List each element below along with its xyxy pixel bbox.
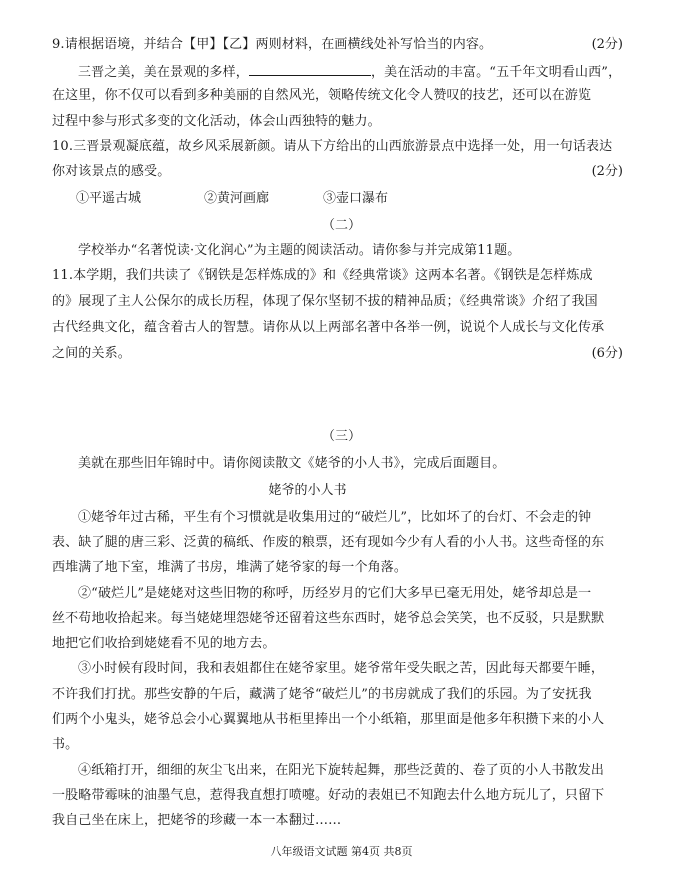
q9-answer-blank[interactable] [249,63,371,76]
section2-heading: （二） [321,218,361,233]
q9-line1 [78,63,624,81]
paragraph-4-line: 我自己坐在床上，把姥爷的珍藏一本一本翻过…… [52,813,342,828]
paragraph-3-line: 书。 [52,737,79,752]
q11-score: (6分) [591,346,623,361]
q11-line4: 之间的关系。 [52,346,131,361]
q9-score: (2分) [591,37,623,52]
page-footer: 八年级语文试题 第4页 共8页 [270,845,413,858]
q9-question: 9.请根据语境，并结合【甲】【乙】两则材料，在画横线处补写恰当的内容。 [52,37,493,52]
q10-option-1: ①平遥古城 [76,191,142,206]
paragraph-3-line: 不许我们打扰。那些安静的午后，藏满了姥爷“破烂儿”的书房就成了我们的乐园。为了安抚我 [52,687,592,702]
paragraph-4-line: 一股略带霉味的油墨气息，惹得我直想打喷嚏。好动的表姐已不知跑去什么地方玩儿了，只留下 [52,788,605,803]
section3-heading: （三） [321,429,361,444]
section3-intro: 美就在那些旧年锦时中。请你阅读散文《姥爷的小人书》，完成后面题目。 [78,456,506,471]
q9-line3: 过程中参与形式多变的文化活动，体会山西独特的魅力。 [52,114,381,129]
essay-title: 姥爷的小人书 [268,483,347,498]
q10-line2: 你对该景点的感受。 [52,164,171,179]
q9-line2: 在这里，你不仅可以看到多种美丽的自然风光，领略传统文化令人赞叹的技艺，还可以在游览 [52,88,592,103]
paragraph-1-line: 表、缺了腿的唐三彩、泛黄的稿纸、作废的粮票，还有现如今少有人看的小人书。这些奇怪的东 [52,535,605,550]
paragraph-3-line: ③小时候有段时间，我和表姐都住在姥爷家里。姥爷常年受失眠之苦，因此每天都要午睡， [78,661,605,676]
q11-line2: 的》展现了主人公保尔的成长历程，体现了保尔坚韧不拔的精神品质；《经典常谈》介绍了我国 [52,294,598,309]
paragraph-4-line: ④纸箱打开，细细的灰尘飞出来，在阳光下旋转起舞，那些泛黄的、卷了页的小人书散发出 [78,763,605,778]
q11-line1: 11.本学期，我们共读了《钢铁是怎样炼成的》和《经典常谈》这两本名著。《钢铁是怎样炼成 [52,268,593,283]
q10-option-3: ③壶口瀑布 [323,191,389,206]
q10-line1: 10.三晋景观凝底蕴，故乡风采展新颜。请从下方给出的山西旅游景点中选择一处，用一句话表达 [52,139,613,154]
paragraph-2-line: 地把它们收拾到姥姥看不见的地方去。 [52,636,276,651]
q11-line3: 古代经典文化，蕴含着古人的智慧。请你从以上两部名著中各举一例，说说个人成长与文化传承 [52,320,605,335]
q10-score: (2分) [591,164,623,179]
q9-line1-before: 三晋之美，美在景观的多样， [78,65,249,80]
paragraph-3-line: 们两个小鬼头，姥爷总会小心翼翼地从书柜里捧出一个小纸箱，那里面是他多年积攒下来的小人 [52,712,605,727]
q9-line1-after: ，美在活动的丰富。“五千年文明看山西”， [370,65,622,80]
q10-option-2: ②黄河画廊 [204,191,270,206]
paragraph-2-line: 丝不苟地收拾起来。每当姥姥埋怨姥爷还留着这些东西时，姥爷总会笑笑，也不反驳，只是默默 [52,611,605,626]
paragraph-2-line: ②“破烂儿”是姥姥对这些旧物的称呼，历经岁月的它们大多早已毫无用处，姥爷却总是一 [78,586,592,601]
paragraph-1-line: 西堆满了地下室，堆满了书房，堆满了姥爷家的每一个角落。 [52,560,408,575]
paragraph-1-line: ①姥爷年过古稀，平生有个习惯就是收集用过的“破烂儿”，比如坏了的台灯、不会走的钟 [78,510,592,525]
section2-intro: 学校举办“名著悦读·文化润心”为主题的阅读活动。请你参与并完成第11题。 [78,243,521,258]
